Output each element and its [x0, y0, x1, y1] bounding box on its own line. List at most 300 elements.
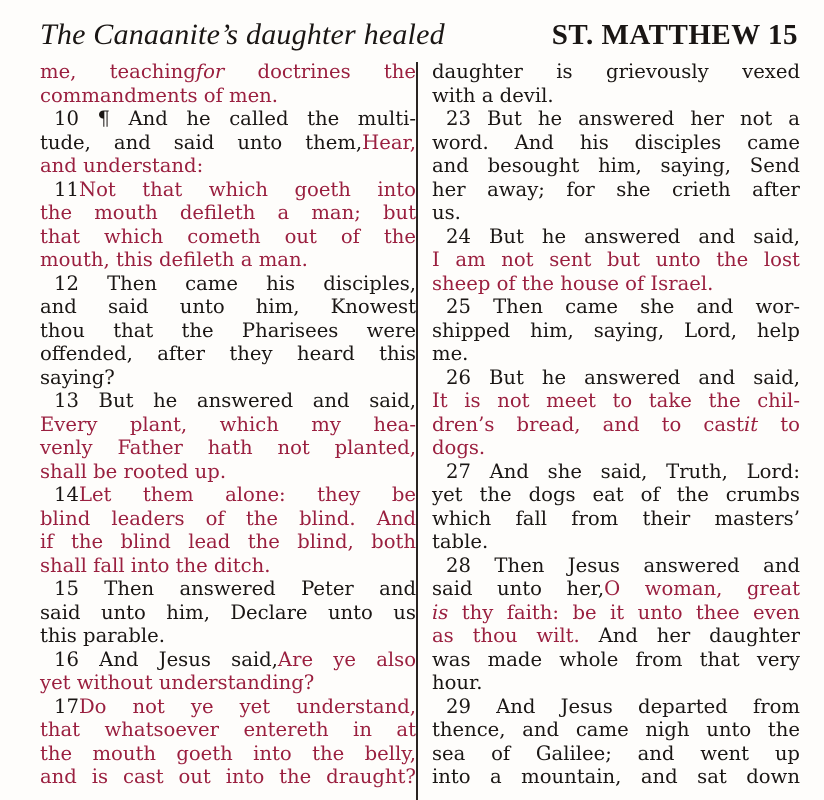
- word: Galilee;: [535, 741, 612, 765]
- word: 28: [446, 553, 471, 577]
- word: Lord,: [684, 318, 738, 342]
- text-line: [432, 248, 800, 272]
- word: thou: [472, 624, 518, 647]
- word: and: [379, 577, 416, 600]
- word: not: [497, 389, 530, 412]
- word: saying,: [660, 154, 732, 177]
- word: teachingfor: [109, 60, 225, 83]
- text-line: [432, 671, 800, 695]
- word: came: [747, 130, 800, 154]
- text-line: [432, 413, 800, 437]
- word: called: [229, 107, 289, 130]
- word: blind,: [297, 530, 354, 553]
- word: a: [277, 201, 290, 224]
- word: of: [491, 741, 511, 765]
- word: after: [752, 177, 800, 201]
- word: into: [253, 741, 292, 765]
- word: unto: [237, 130, 283, 154]
- word: unto: [637, 600, 683, 624]
- word: in: [353, 718, 372, 741]
- text-line: [432, 460, 800, 484]
- text-line: [40, 460, 416, 484]
- word: my: [311, 412, 341, 436]
- book-chapter-heading: ST. MATTHEW 15: [551, 18, 798, 51]
- word: went: [700, 741, 750, 765]
- word: faith:: [506, 600, 560, 624]
- word: came: [575, 718, 629, 741]
- words-of-jesus: yet without understanding?: [40, 671, 315, 694]
- word: dogs: [528, 483, 576, 506]
- word: 13: [54, 389, 79, 412]
- word: Send: [749, 154, 800, 177]
- word: alone:: [225, 483, 286, 506]
- word: sea: [432, 741, 466, 765]
- word: she: [547, 459, 582, 483]
- text-line: [40, 319, 416, 343]
- word: goeth: [294, 177, 351, 201]
- word: fall: [515, 506, 547, 530]
- text-line: [40, 530, 416, 554]
- text-line: [40, 295, 416, 319]
- word: ye: [190, 694, 214, 718]
- word: blind.: [299, 506, 356, 530]
- word: Jesus: [560, 694, 613, 718]
- word: said: [108, 295, 149, 318]
- word: mouth: [94, 201, 158, 224]
- word: they: [317, 483, 361, 506]
- word: man;: [311, 201, 361, 224]
- word: 23: [446, 107, 471, 130]
- text-line: [40, 554, 416, 578]
- word: castit: [703, 412, 759, 436]
- text-line: [40, 131, 416, 155]
- word: the: [40, 741, 73, 765]
- word: Jesus: [158, 647, 211, 671]
- word: shipped: [432, 318, 511, 342]
- text-line: [40, 648, 416, 672]
- word: crumbs: [725, 483, 800, 506]
- word: Jesus: [567, 553, 620, 577]
- running-title: The Canaanite’s daughter healed: [40, 18, 445, 51]
- word: the: [716, 248, 749, 271]
- words-of-jesus: dogs.: [432, 436, 486, 459]
- word: unto: [100, 600, 146, 624]
- word: and: [113, 130, 151, 154]
- word: And: [598, 624, 638, 647]
- word: to: [612, 389, 633, 412]
- word: thy: [461, 600, 494, 624]
- word: to: [661, 412, 682, 436]
- text-line: [40, 624, 416, 648]
- word: help: [756, 318, 800, 342]
- word: into: [432, 765, 471, 788]
- word: he: [186, 107, 211, 130]
- word: not: [132, 694, 165, 718]
- word: also: [376, 647, 416, 671]
- word: the: [181, 318, 214, 342]
- word: It: [432, 389, 448, 412]
- text-line: [40, 718, 416, 742]
- words-of-jesus: commandments of men.: [40, 83, 279, 107]
- word: answered: [179, 577, 276, 600]
- text-line: [40, 201, 416, 225]
- word: him,: [530, 318, 574, 342]
- verse-text: hour.: [432, 671, 483, 694]
- text-line: [40, 272, 416, 296]
- word: her: [690, 107, 724, 130]
- word: daughter: [709, 624, 800, 647]
- text-line: [432, 436, 800, 460]
- word: cometh: [187, 224, 261, 248]
- word: hath: [207, 436, 253, 459]
- text-line: [40, 389, 416, 413]
- word: 12: [54, 271, 79, 295]
- text-line: [432, 272, 800, 296]
- running-header: [40, 14, 798, 56]
- text-line: [432, 178, 800, 202]
- text-line: [40, 413, 416, 437]
- word: 29: [446, 694, 471, 718]
- word: Then: [494, 553, 545, 577]
- word: he: [537, 107, 563, 130]
- word: 10: [54, 107, 79, 130]
- verse-text: this parable.: [40, 624, 165, 647]
- word: thou: [40, 318, 85, 342]
- word: Pharisees: [241, 318, 339, 342]
- word: that: [40, 224, 81, 248]
- word: the: [383, 224, 416, 248]
- word: and: [696, 295, 734, 318]
- word: them,Hear,: [305, 130, 416, 154]
- words-of-jesus: shall be rooted up.: [40, 459, 227, 483]
- word: 16: [54, 647, 79, 671]
- word: answered: [578, 107, 675, 130]
- text-line: [40, 178, 416, 202]
- word: she: [640, 295, 675, 318]
- text-line: [40, 107, 416, 131]
- word: the: [247, 530, 280, 553]
- word: understand,: [296, 694, 416, 718]
- word: answered: [584, 224, 681, 248]
- word: is: [464, 389, 481, 412]
- word: thence,: [432, 718, 506, 741]
- word: of: [340, 224, 360, 248]
- word: him,: [598, 154, 642, 177]
- word: from: [635, 647, 683, 671]
- words-of-jesus: shall fall into the ditch.: [40, 553, 271, 577]
- word: and: [312, 389, 350, 412]
- word: But: [488, 365, 524, 389]
- word: grievously: [606, 60, 709, 83]
- text-line: [40, 248, 416, 272]
- word: crieth: [671, 177, 731, 201]
- word: and: [602, 412, 640, 436]
- word: which: [104, 224, 164, 248]
- words-of-jesus: and understand:: [40, 154, 204, 177]
- word: Lord:: [746, 459, 800, 483]
- word: disciples,: [323, 271, 416, 295]
- word: meet: [546, 389, 596, 412]
- word: said: [173, 130, 215, 154]
- word: venly: [40, 436, 93, 459]
- word: 25: [446, 295, 471, 318]
- word: wor-: [755, 295, 800, 318]
- word: as: [432, 624, 454, 647]
- word: out: [284, 224, 317, 248]
- word: she: [616, 177, 651, 201]
- word: And: [128, 107, 168, 130]
- left-text-column: [40, 60, 416, 789]
- words-of-jesus: sheep of the house of Israel.: [432, 271, 714, 295]
- word: defileth: [179, 201, 256, 224]
- text-line: [432, 648, 800, 672]
- word: that: [113, 318, 154, 342]
- word: made: [487, 647, 543, 671]
- word: doctrines: [257, 60, 351, 83]
- word: cast: [122, 765, 164, 788]
- word: said: [432, 577, 473, 600]
- word: offended,: [40, 342, 133, 365]
- word: said,: [600, 459, 648, 483]
- word: Then: [104, 577, 155, 600]
- word: 14Let: [54, 483, 112, 506]
- word: plant,: [129, 412, 188, 436]
- word: said,Are: [231, 647, 314, 671]
- word: whole: [559, 647, 619, 671]
- right-text-column: [432, 60, 800, 789]
- word: thee: [695, 600, 740, 624]
- text-line: [432, 577, 800, 601]
- text-line: [40, 154, 416, 178]
- text-line: [432, 718, 800, 742]
- word: disciples: [634, 130, 722, 154]
- word: sent: [549, 248, 592, 271]
- word: from: [753, 694, 800, 718]
- word: Father: [117, 436, 183, 459]
- word: ¶: [97, 107, 110, 130]
- text-line: [432, 366, 800, 390]
- word: up: [774, 741, 800, 765]
- text-line: [40, 577, 416, 601]
- word: for: [566, 177, 595, 201]
- word: daughter: [432, 60, 523, 83]
- text-line: [432, 295, 800, 319]
- word: unto: [179, 295, 225, 318]
- word: to: [780, 412, 800, 436]
- word: away;: [487, 177, 545, 201]
- word: both: [371, 530, 416, 553]
- word: and: [698, 365, 736, 389]
- word: is: [556, 60, 573, 83]
- word: me,: [40, 60, 77, 83]
- text-line: [40, 671, 416, 695]
- text-line: [432, 483, 800, 507]
- word: the: [479, 483, 512, 506]
- word: planted,: [334, 436, 416, 459]
- word: not: [739, 107, 773, 130]
- word: out: [178, 765, 211, 788]
- word: woman,: [644, 577, 723, 600]
- text-line: [40, 483, 416, 507]
- word: mouth: [92, 741, 156, 765]
- word: he: [153, 389, 178, 412]
- word: And: [514, 130, 554, 154]
- word: yet: [432, 483, 463, 506]
- word: Knowest: [330, 295, 416, 318]
- text-line: [432, 507, 800, 531]
- word: am: [455, 248, 486, 271]
- word: his: [579, 130, 609, 154]
- word: and: [640, 765, 678, 788]
- word: the: [307, 107, 340, 130]
- word: mountain,: [521, 765, 622, 788]
- text-line: [432, 389, 800, 413]
- word: a: [490, 765, 502, 788]
- word: her,O: [566, 577, 621, 600]
- word: is: [432, 600, 449, 624]
- word: them: [142, 483, 194, 506]
- word: his: [266, 271, 296, 295]
- word: But: [486, 107, 522, 130]
- word: wilt.: [536, 624, 580, 647]
- word: came: [565, 295, 618, 318]
- word: I: [432, 248, 440, 271]
- word: goeth: [176, 741, 233, 765]
- word: said,: [753, 224, 800, 248]
- text-line: [432, 530, 800, 554]
- word: and: [432, 154, 469, 177]
- word: leaders: [111, 506, 185, 530]
- word: at: [396, 718, 416, 741]
- word: he: [541, 365, 567, 389]
- words-of-jesus: mouth, this defileth a man.: [40, 248, 308, 271]
- word: heard: [296, 342, 355, 365]
- word: blind: [40, 506, 91, 530]
- word: answered: [643, 553, 740, 577]
- text-line: [40, 601, 416, 625]
- word: 27: [446, 459, 471, 483]
- word: vexed: [742, 60, 800, 83]
- word: Truth,: [666, 459, 728, 483]
- word: blind: [120, 530, 171, 553]
- word: after: [157, 342, 206, 365]
- word: 11Not: [54, 177, 116, 201]
- word: masters’: [714, 506, 800, 530]
- text-line: [40, 342, 416, 366]
- word: chil-: [757, 389, 800, 412]
- word: unto: [497, 577, 542, 600]
- word: even: [753, 600, 800, 624]
- word: he: [541, 224, 567, 248]
- word: which: [432, 506, 492, 530]
- word: Declare: [230, 600, 308, 624]
- word: answered: [196, 389, 294, 412]
- text-line: [432, 554, 800, 578]
- word: eat: [592, 483, 624, 506]
- text-line: [432, 60, 800, 84]
- text-line: [40, 742, 416, 766]
- word: the: [279, 765, 312, 788]
- word: And: [99, 647, 139, 671]
- text-line: [432, 225, 800, 249]
- word: but: [382, 201, 416, 224]
- word: nigh: [645, 718, 690, 741]
- word: the: [383, 60, 416, 83]
- column-divider: [416, 62, 418, 800]
- text-line: [40, 765, 416, 789]
- text-line: [40, 695, 416, 719]
- word: belly,: [364, 741, 416, 765]
- word: and: [40, 295, 77, 318]
- word: be: [391, 483, 416, 506]
- text-line: [40, 366, 416, 390]
- word: 26: [446, 365, 471, 389]
- word: which: [208, 177, 269, 201]
- word: unto: [706, 718, 752, 741]
- text-line: [432, 84, 800, 108]
- word: yet: [239, 694, 271, 718]
- word: us: [393, 600, 416, 624]
- word: is: [91, 765, 109, 788]
- text-line: [432, 601, 800, 625]
- word: it: [610, 600, 625, 624]
- word: the: [708, 389, 741, 412]
- word: And: [496, 694, 536, 718]
- word: lead: [188, 530, 231, 553]
- text-line: [40, 507, 416, 531]
- text-line: [432, 154, 800, 178]
- word: the: [312, 741, 345, 765]
- word: Every: [40, 412, 98, 436]
- word: and: [763, 553, 800, 577]
- word: said,: [753, 365, 800, 389]
- word: their: [642, 506, 691, 530]
- word: be: [572, 600, 597, 624]
- word: saying,: [593, 318, 665, 342]
- word: unto: [327, 600, 373, 624]
- word: of: [640, 483, 660, 506]
- text-line: [40, 60, 416, 84]
- word: bread,: [516, 412, 581, 436]
- word: the: [767, 718, 800, 741]
- word: departed: [638, 694, 728, 718]
- word: draught?: [326, 765, 416, 788]
- word: dren’s: [432, 412, 495, 436]
- word: But: [98, 389, 134, 412]
- text-line: [40, 436, 416, 460]
- word: was: [432, 647, 471, 671]
- word: down: [746, 765, 800, 788]
- word: came: [185, 271, 238, 295]
- word: the: [70, 530, 104, 553]
- word: 17Do: [54, 694, 107, 718]
- text-line: [432, 765, 800, 789]
- word: whatsoever: [104, 718, 219, 741]
- verse-text: with a devil.: [432, 83, 554, 107]
- word: unto: [655, 248, 701, 271]
- word: were: [366, 318, 416, 342]
- verse-text: saying?: [40, 365, 115, 389]
- word: answered: [584, 365, 681, 389]
- word: her: [432, 177, 466, 201]
- word: hea-: [373, 412, 416, 436]
- word: not: [501, 248, 534, 271]
- word: But: [488, 224, 524, 248]
- word: and: [637, 741, 675, 765]
- word: said: [40, 600, 81, 624]
- word: multi-: [357, 107, 416, 130]
- word: the: [40, 201, 73, 224]
